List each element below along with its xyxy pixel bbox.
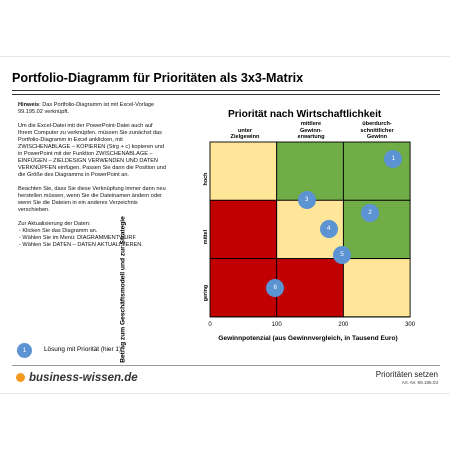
- chart-title: Priorität nach Wirtschaftlichkeit: [228, 109, 382, 120]
- matrix-cell-0-0: [210, 142, 277, 200]
- legend-bubble-icon: 1: [17, 343, 32, 358]
- priority-bubble-2: 2: [361, 204, 379, 222]
- update-step: - Klicken Sie das Diagramm an.: [19, 227, 98, 234]
- column-header-line: Gewinn-: [299, 127, 323, 134]
- update-step: - Wählen Sie im Menü: DIAGRAMMENTWURF: [19, 235, 136, 241]
- hint-label: Hinweis: [18, 102, 40, 108]
- row-header-high: hoch: [203, 172, 209, 186]
- priority-bubble-1: 1: [384, 150, 402, 168]
- matrix-cell-2-1: [277, 259, 344, 317]
- logo-text: business-wissen.de: [29, 372, 138, 384]
- priority-bubble-6: 6: [266, 279, 284, 297]
- x-tick-label: 200: [338, 322, 349, 328]
- matrix-cell-0-2: [343, 142, 410, 200]
- portfolio-matrix: [0, 57, 450, 357]
- matrix-cell-2-2: [343, 259, 410, 317]
- hint-text: : Das Portfolio-Diagramm ist mit Excel-Vorlage 99.195.02 verknüpft.: [18, 102, 155, 116]
- x-tick-label: 100: [271, 322, 282, 328]
- row-header-mid: mittel: [203, 229, 209, 245]
- x-tick-label: 300: [405, 322, 416, 328]
- column-header-line: Gewinn: [366, 134, 388, 141]
- column-header-line: unter: [238, 127, 252, 134]
- legend-text: Lösung mit Priorität (hier 1): [44, 346, 122, 353]
- article-number: Art.-Nr. 99.195.03: [401, 380, 438, 385]
- slide: [0, 56, 450, 394]
- priority-bubble-3: 3: [298, 191, 316, 209]
- update-step: - Wählen Sie DATEN – DATEN AKTUALISIEREN.: [19, 242, 143, 249]
- footer-title: Prioritäten setzen: [375, 370, 438, 379]
- column-header-line: mittlere: [300, 121, 322, 128]
- y-axis-title: Betrag zum Geschäftsmodell und zur Strategie: [119, 216, 127, 363]
- footer-rule: [12, 365, 440, 366]
- logo: [16, 368, 138, 386]
- column-header-line: Zielgewinn: [230, 134, 260, 141]
- priority-bubble-4: 4: [320, 220, 338, 238]
- x-tick-label: 0: [208, 322, 212, 328]
- matrix-cell-1-0: [210, 200, 277, 258]
- priority-bubble-5: 5: [333, 246, 351, 264]
- page-title: Portfolio-Diagramm für Prioritäten als 3x3-Matrix: [12, 71, 304, 85]
- row-header-low: gering: [203, 284, 209, 302]
- link-instructions: Um die Excel-Datei mit der PowerPoint-Datei auch auf Ihrem Computer zu verknüpfen, müssen Sie zunächst das Portfolio-Diagramm in Excel anklicken, mit ZWISCHENABLAGE – KOPIEREN (Strg + c) kopieren und in PowerPoint mit der Funktion ZWISCHENABLAGE – EINFÜGEN – ZIELDESIGN VERWENDEN UND DATEN VERKNÜPFEN einfügen. Passen Sie dann die Position und die Größe des Diagramms in PowerPoint an.: [18, 122, 167, 179]
- update-heading: Zur Aktualisierung der Daten:: [18, 220, 91, 227]
- column-header-line: erwartung: [297, 134, 325, 141]
- logo-dot-icon: [16, 373, 25, 382]
- column-header-line: überdurch-: [362, 121, 392, 128]
- column-header-line: schnittlicher: [360, 127, 394, 134]
- x-axis-title: Gewinnpotenzial (aus Gewinnvergleich, in Tausend Euro): [218, 335, 398, 342]
- link-warning: Beachten Sie, dass Sie diese Verknüpfung immer dann neu herstellen müssen, wenn Sie die Dateinamen ändern oder wenn Sie die Dateien in ein anderes Verzeichnis verschieben.: [18, 185, 166, 214]
